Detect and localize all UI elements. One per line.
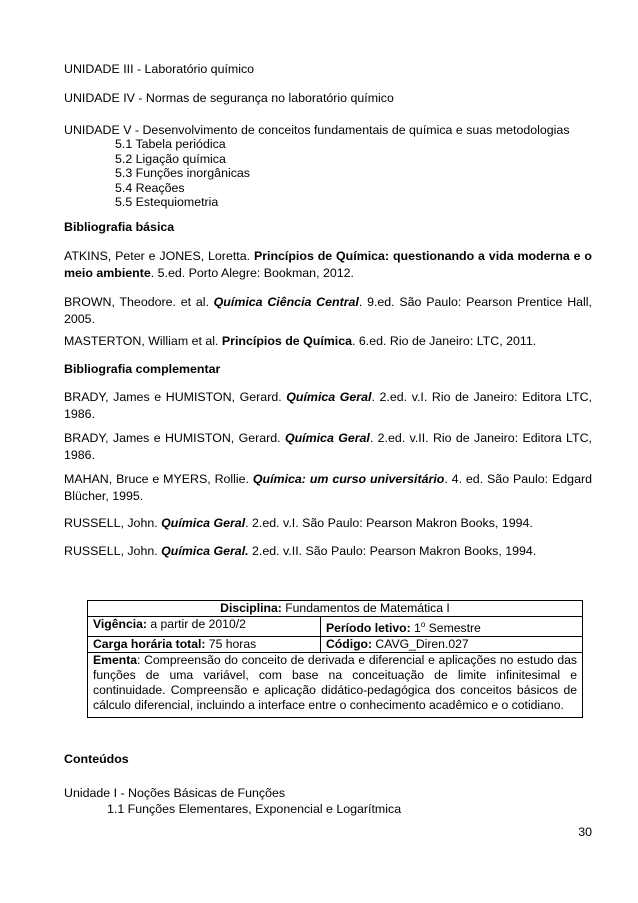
unit-1-item: 1.1 Funções Elementares, Exponencial e Logarítmica <box>107 802 402 816</box>
bib-entry: RUSSELL, John. Química Geral. 2.ed. v.I. São Paulo: Pearson Makron Books, 1994. <box>64 516 533 530</box>
bib-entry: BRADY, James e HUMISTON, Gerard. Química Geral. 2.ed. v.I. Rio de Janeiro: Editora LTC, 1986. <box>64 390 592 421</box>
periodo-cell: Período letivo: 1$^o$ Semestre <box>321 617 583 637</box>
bib-entry: RUSSELL, John. Química Geral. 2.ed. v.II. São Paulo: Pearson Makron Books, 1994. <box>64 544 537 558</box>
contents-heading: Conteúdos <box>64 752 129 766</box>
unit-1: Unidade I - Noções Básicas de Funções <box>64 786 286 800</box>
unit-5-list <box>115 137 250 210</box>
unit-5: UNIDADE V - Desenvolvimento de conceitos fundamentais de química e suas metodologias <box>64 123 570 137</box>
unit-4: UNIDADE IV - Normas de segurança no laboratório químico <box>64 91 394 105</box>
bib-entry: MAHAN, Bruce e MYERS, Rollie. Química: um curso universitário. 4. ed. São Paulo: Edgard Blücher, 1995. <box>64 472 592 503</box>
vigencia-cell: Vigência: a partir de 2010/2 <box>88 617 321 637</box>
bib-entry: BRADY, James e HUMISTON, Gerard. Química Geral. 2.ed. v.II. Rio de Janeiro: Editora LTC, 1986. <box>64 431 592 462</box>
bib-entry: ATKINS, Peter e JONES, Loretta. Princípios de Química: questionando a vida moderna e o meio ambiente. 5.ed. Porto Alegre: Bookman, 2012. <box>64 249 593 280</box>
bib-complementary-heading: Bibliografia complementar <box>64 362 221 376</box>
discipline-table <box>87 600 583 718</box>
bib-entry: MASTERTON, William et al. Princípios de Química. 6.ed. Rio de Janeiro: LTC, 2011. <box>64 334 537 348</box>
list-item: 5.2 Ligação química <box>115 151 226 166</box>
list-item: 5.1 Tabela periódica <box>115 137 226 151</box>
bib-basic-heading: Bibliografia básica <box>64 220 175 234</box>
ementa-cell: Ementa: Compreensão do conceito de derivada e diferencial e aplicações no estudo das funções de uma variável, com base na conceituação de limite infinitesimal e continuidade. Compreensão e aplicação didático-pedagógica dos conceitos básicos de cálculo diferencial, incluindo a interface entre o conhecimento acadêmico e o cotidiano. <box>88 653 583 718</box>
list-item: 5.3 Funções inorgânicas <box>115 166 251 180</box>
carga-cell: Carga horária total: 75 horas <box>88 637 321 653</box>
discipline-cell: Disciplina: Fundamentos de Matemática I <box>88 601 583 617</box>
codigo-cell: Código: CAVG_Diren.027 <box>321 637 583 653</box>
bib-entry: BROWN, Theodore. et al. Química Ciência Central. 9.ed. São Paulo: Pearson Prentice Hall, 2005. <box>64 295 593 326</box>
page-number: 30 <box>578 825 592 839</box>
unit-3: UNIDADE III - Laboratório químico <box>64 62 255 76</box>
list-item: 5.4 Reações <box>115 180 185 195</box>
list-item: 5.5 Estequiometria <box>115 195 219 209</box>
